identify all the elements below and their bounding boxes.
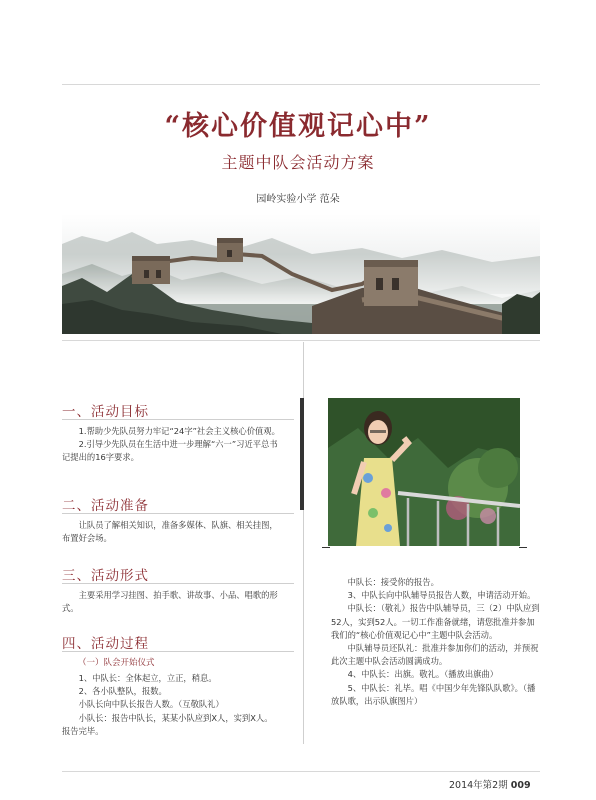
photo-corner-tick bbox=[322, 547, 330, 548]
right-line-4: 中队辅导员还队礼：批准并参加你们的活动，并预祝此次主题中队会活动圆满成功。 bbox=[331, 643, 539, 667]
section-heading-preparation: 二、活动准备 bbox=[62, 498, 149, 514]
section-divider bbox=[62, 651, 294, 652]
page-number: 009 bbox=[510, 780, 531, 791]
section-body-format bbox=[62, 589, 280, 615]
footer-rule bbox=[62, 771, 540, 772]
section-body-goals bbox=[62, 425, 280, 465]
author-photo-image bbox=[328, 398, 520, 546]
process-line-3: 小队长向中队长报告人数。（互敬队礼） bbox=[78, 699, 224, 710]
section-heading-process: 四、活动过程 bbox=[62, 636, 149, 652]
preparation-line: 让队员了解相关知识，准备多媒体、队旗、相关挂图，布置好会场。 bbox=[62, 520, 278, 544]
great-wall-image bbox=[62, 214, 540, 334]
goal-line-2: 2.引导少先队员在生活中进一步理解“六一”习近平总书记提出的16字要求。 bbox=[62, 439, 278, 463]
right-line-6: 5、中队长：礼毕。唱《中国少年先锋队队歌》。（播放队歌，出示队旗图片） bbox=[331, 682, 536, 706]
right-column-body bbox=[331, 576, 541, 708]
author-line: 园岭实验小学 范朵 bbox=[256, 194, 340, 205]
section-divider bbox=[62, 419, 294, 420]
process-line-1: 1、中队长：全体起立，立正，稍息。 bbox=[78, 673, 217, 683]
right-line-5: 4、中队长：出旗。敬礼。（播放出旗曲） bbox=[347, 669, 499, 680]
column-accent-bar bbox=[300, 398, 304, 510]
section-heading-format: 三、活动形式 bbox=[62, 568, 149, 584]
section-heading-goals: 一、活动目标 bbox=[62, 404, 149, 420]
issue-label: 2014年第2期 bbox=[449, 780, 508, 791]
section-divider bbox=[62, 513, 294, 514]
page-title: “核心价值观记心中” bbox=[164, 111, 432, 142]
goal-line-1: 1.帮助少先队员努力牢记“24字”社会主义核心价值观。 bbox=[78, 426, 280, 436]
section-body-preparation bbox=[62, 519, 280, 545]
section-body-process bbox=[62, 672, 280, 738]
right-line-3: 中队长：（敬礼）报告中队辅导员，三（2）中队应到52人，实到52人。一切工作准备就绪，请您批准并参加我们的“核心价值观记心中”主题中队会活动。 bbox=[331, 603, 540, 640]
right-line-1: 中队长：接受你的报告。 bbox=[347, 577, 439, 587]
right-line-2: 3、中队长向中队辅导员报告人数，申请活动开始。 bbox=[347, 590, 536, 601]
section-divider bbox=[62, 583, 294, 584]
banner-bottom-rule bbox=[62, 340, 540, 341]
top-rule bbox=[62, 84, 540, 85]
great-wall-banner bbox=[62, 214, 540, 334]
photo-corner-tick bbox=[519, 547, 527, 548]
format-line: 主要采用学习挂图、拍手歌、讲故事、小品、唱歌的形式。 bbox=[62, 590, 278, 614]
page-subtitle: 主题中队会活动方案 bbox=[221, 153, 375, 172]
process-line-2: 2、各小队整队，报数。 bbox=[78, 686, 167, 697]
process-line-4: 小队长：报告中队长，某某小队应到X人，实到X人。报告完毕。 bbox=[62, 712, 273, 736]
author-photo bbox=[328, 398, 520, 546]
process-subheading: （一）队会开始仪式 bbox=[78, 658, 155, 668]
page-footer bbox=[449, 777, 531, 791]
